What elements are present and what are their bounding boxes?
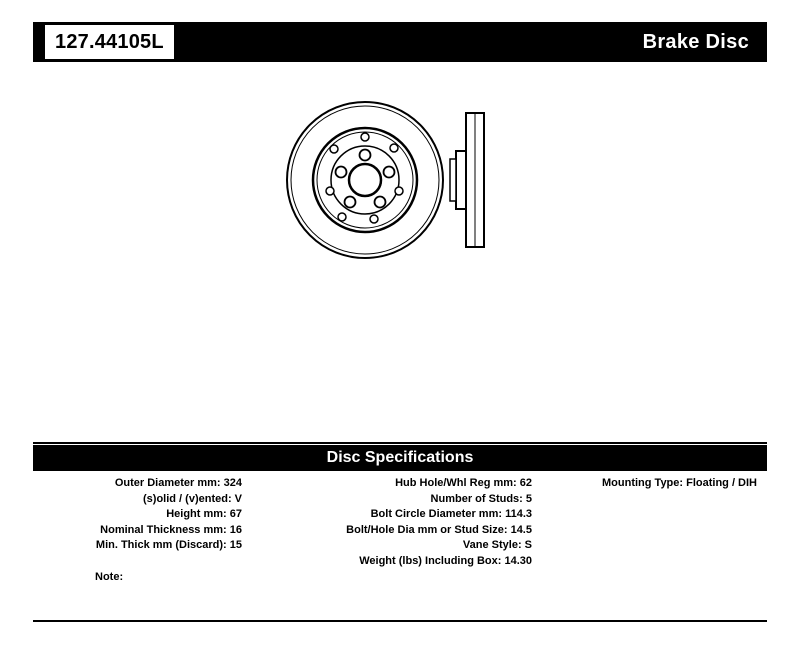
- spec-item: Weight (lbs) Including Box: 14.30: [359, 554, 532, 567]
- spec-item: Bolt Circle Diameter mm: 114.3: [370, 508, 532, 520]
- product-drawing: [270, 95, 550, 285]
- spec-divider-top: [33, 442, 767, 444]
- brake-rotor-illustration: [270, 95, 550, 285]
- spec-section-title: Disc Specifications: [33, 445, 767, 471]
- page-title: Brake Disc: [642, 30, 749, 53]
- spec-item: (s)olid / (v)ented: V: [143, 492, 242, 505]
- spec-item: Number of Studs: 5: [430, 492, 532, 505]
- brake-rotor-side-view: [450, 113, 484, 247]
- header-bar: [33, 22, 767, 62]
- spec-item: Nominal Thickness mm: 16: [100, 523, 242, 536]
- part-number-label: 127.44105L: [45, 25, 174, 59]
- spec-divider-bottom: [33, 620, 767, 622]
- spec-item: Min. Thick mm (Discard): 15: [95, 539, 242, 551]
- spec-column-middle: [248, 476, 538, 569]
- spec-item: Bolt/Hole Dia mm or Stud Size: 14.5: [346, 523, 532, 536]
- spec-item: Height mm: 67: [166, 508, 242, 520]
- spec-item: Outer Diameter mm: 324: [114, 477, 242, 489]
- brake-rotor-front-view: [287, 102, 443, 258]
- note-label: Note:: [95, 571, 124, 583]
- spec-item: Hub Hole/Whl Reg mm: 62: [395, 477, 532, 489]
- spec-item: Vane Style: S: [462, 539, 532, 551]
- spec-item: Mounting Type: Floating / DIH: [602, 477, 757, 489]
- spec-columns: [33, 476, 767, 569]
- spec-column-left: [33, 476, 248, 569]
- spec-column-right: [538, 476, 767, 569]
